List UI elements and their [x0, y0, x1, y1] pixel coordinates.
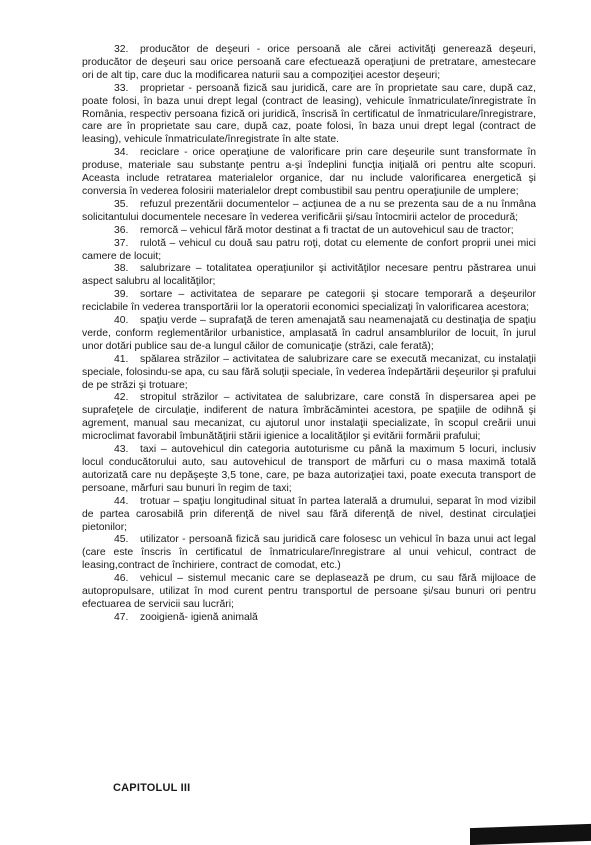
definition-item — [82, 147, 536, 199]
definition-number: 34. — [114, 147, 129, 159]
definition-item — [82, 354, 536, 393]
definition-text: reciclare - orice operaţiune de valorificare prin care deşeurile sunt transformate în produse, materiale sau substanţe pentru a-şi îndeplini funcţia iniţială ori pentru alte scopuri. Aceasta include retratarea materialelor organice, dar nu include valorificarea energetică şi conversia în vederea folosirii materialelor drept combustibil sau pentru operaţiunile de umplere; — [82, 147, 536, 197]
definition-item — [82, 199, 536, 225]
definition-number: 35. — [114, 198, 129, 210]
definition-item — [82, 225, 536, 238]
definition-text: remorcă – vehicul fără motor destinat a fi tractat de un autovehicul sau de tractor; — [140, 224, 514, 236]
definition-text: spălarea străzilor – activitatea de salubrizare care se execută mecanizat, cu instalaţii speciale, folosindu-se apa, cu sau fără soluţii speciale, în vederea îndepărtării deşeurilor şi prafului de pe străzi şi trotuare; — [82, 353, 536, 391]
definition-text: salubrizare – totalitatea operaţiunilor şi activităţilor necesare pentru păstrarea unui aspect salubru al localităţilor; — [82, 263, 536, 288]
definition-item — [82, 392, 536, 444]
definition-item — [82, 83, 536, 148]
definition-text: utilizator - persoană fizică sau juridică care folosesc un vehicul în baza unui act legal (care este înscris în certificatul de înmatriculare/înregistrare al unui vehicul, contract de leasing,contract de închiriere, contract de comodat, etc.) — [82, 534, 536, 572]
definition-text: producător de deşeuri - orice persoană ale cărei activităţi generează deşeuri, producător de deşeuri sau orice persoană care efectuează operaţiuni de pretratare, amestecare ori de alt tip, care duc la modificarea naturii sau a compoziţiei acestor deşeuri; — [82, 44, 536, 81]
definition-item — [82, 444, 536, 496]
definition-item — [82, 496, 536, 535]
definition-text: refuzul prezentării documentelor – acţiunea de a nu se prezenta sau de a nu înmâna solicitantului documentele necesare în vederea verificării şi/sau întocmirii actelor de procedură; — [82, 198, 536, 223]
definition-item — [82, 573, 536, 612]
definition-item — [82, 263, 536, 289]
definition-number: 47. — [114, 611, 129, 623]
definition-number: 43. — [114, 444, 129, 456]
definition-number: 44. — [114, 495, 129, 507]
chapter-heading: CAPITOLUL III — [113, 782, 191, 794]
definition-number: 37. — [114, 237, 129, 249]
definitions-list — [82, 44, 536, 625]
definition-item — [82, 238, 536, 264]
definition-number: 40. — [114, 315, 129, 327]
definition-text: sortare – activitatea de separare pe categorii şi stocare temporară a deşeurilor reciclabile în vederea transportării lor la operatorii economici specializaţi în valorificarea acestora; — [82, 289, 536, 314]
definition-text: zooigienă- igienă animală — [140, 611, 258, 623]
scan-edge-shadow — [470, 824, 591, 845]
definition-text: proprietar - persoană fizică sau juridică, care are în proprietate sau care, după caz, poate folosi, în baza unui drept legal (contract de leasing), vehicule înmatriculate/înregistrate în România, respectiv persoana fizică ori juridică, înscrisă în certificatul de înmatriculare/înregistrare, care are în proprietate sau care, după caz, poate folosi, în baza unui drept legal (contract de leasing), vehicule înmatriculate/înregistrate în alte state. — [82, 82, 536, 146]
definition-text: taxi – autovehicul din categoria autoturisme cu până la maximum 5 locuri, inclusiv locul conducătorului auto, sau autovehicul de transport de mărfuri cu o masa maximă totală autorizată care nu depăşeşte 3,5 tone, care, pe baza autorizaţiei taxi, poate executa transport de persoane, mărfuri sau bunuri în regim de taxi; — [82, 444, 536, 494]
definition-text: rulotă – vehicul cu două sau patru roţi, dotat cu elemente de confort proprii unei mici camere de locuit; — [82, 237, 536, 262]
definition-number: 41. — [114, 353, 129, 365]
definition-text: vehicul – sistemul mecanic care se deplasează pe drum, cu sau fără mijloace de autopropulsare, utilizat în mod curent pentru transportul de persoane şi/sau bunuri ori pentru efectuarea de servicii sau lucrări; — [82, 573, 536, 610]
definition-number: 32. — [114, 44, 129, 55]
definition-item — [82, 315, 536, 354]
definition-text: spaţiu verde – suprafaţă de teren amenajată sau neamenajată cu destinaţia de spaţiu verde, conform reglementărilor urbanistice, amplasată în cadrul ansamblurilor de locuit, în jurul unor dotări publice sau de-a lungul căilor de comunicaţie (străzi, cale ferată); — [82, 315, 536, 352]
definition-number: 33. — [114, 82, 129, 94]
definition-number: 45. — [114, 534, 129, 546]
definition-item — [82, 612, 536, 625]
definition-text: stropitul străzilor – activitatea de salubrizare, care constă în dispersarea apei pe suprafeţele de circulaţie, indiferent de natura îmbrăcămintei acestora, pe spaţiile de odihnă şi agrement, manual sau mecanizat, cu ajutorul unor instalaţii specializate, în scopul creării unui microclimat favorabil îmbunătăţirii stării igienice a localităţilor şi evitării formării prafului; — [82, 392, 536, 443]
definition-item — [82, 289, 536, 315]
definition-number: 42. — [114, 392, 129, 404]
definition-item — [82, 44, 536, 83]
definition-number: 39. — [114, 289, 129, 301]
definition-item — [82, 534, 536, 573]
definition-number: 46. — [114, 573, 129, 585]
definition-number: 36. — [114, 224, 129, 236]
definition-text: trotuar – spaţiu longitudinal situat în partea laterală a drumului, separat în mod vizibil de partea carosabilă prin diferenţă de nivel sau fără diferenţă de nivel, destinat circulaţiei pietonilor; — [82, 495, 536, 533]
definition-number: 38. — [114, 263, 129, 275]
